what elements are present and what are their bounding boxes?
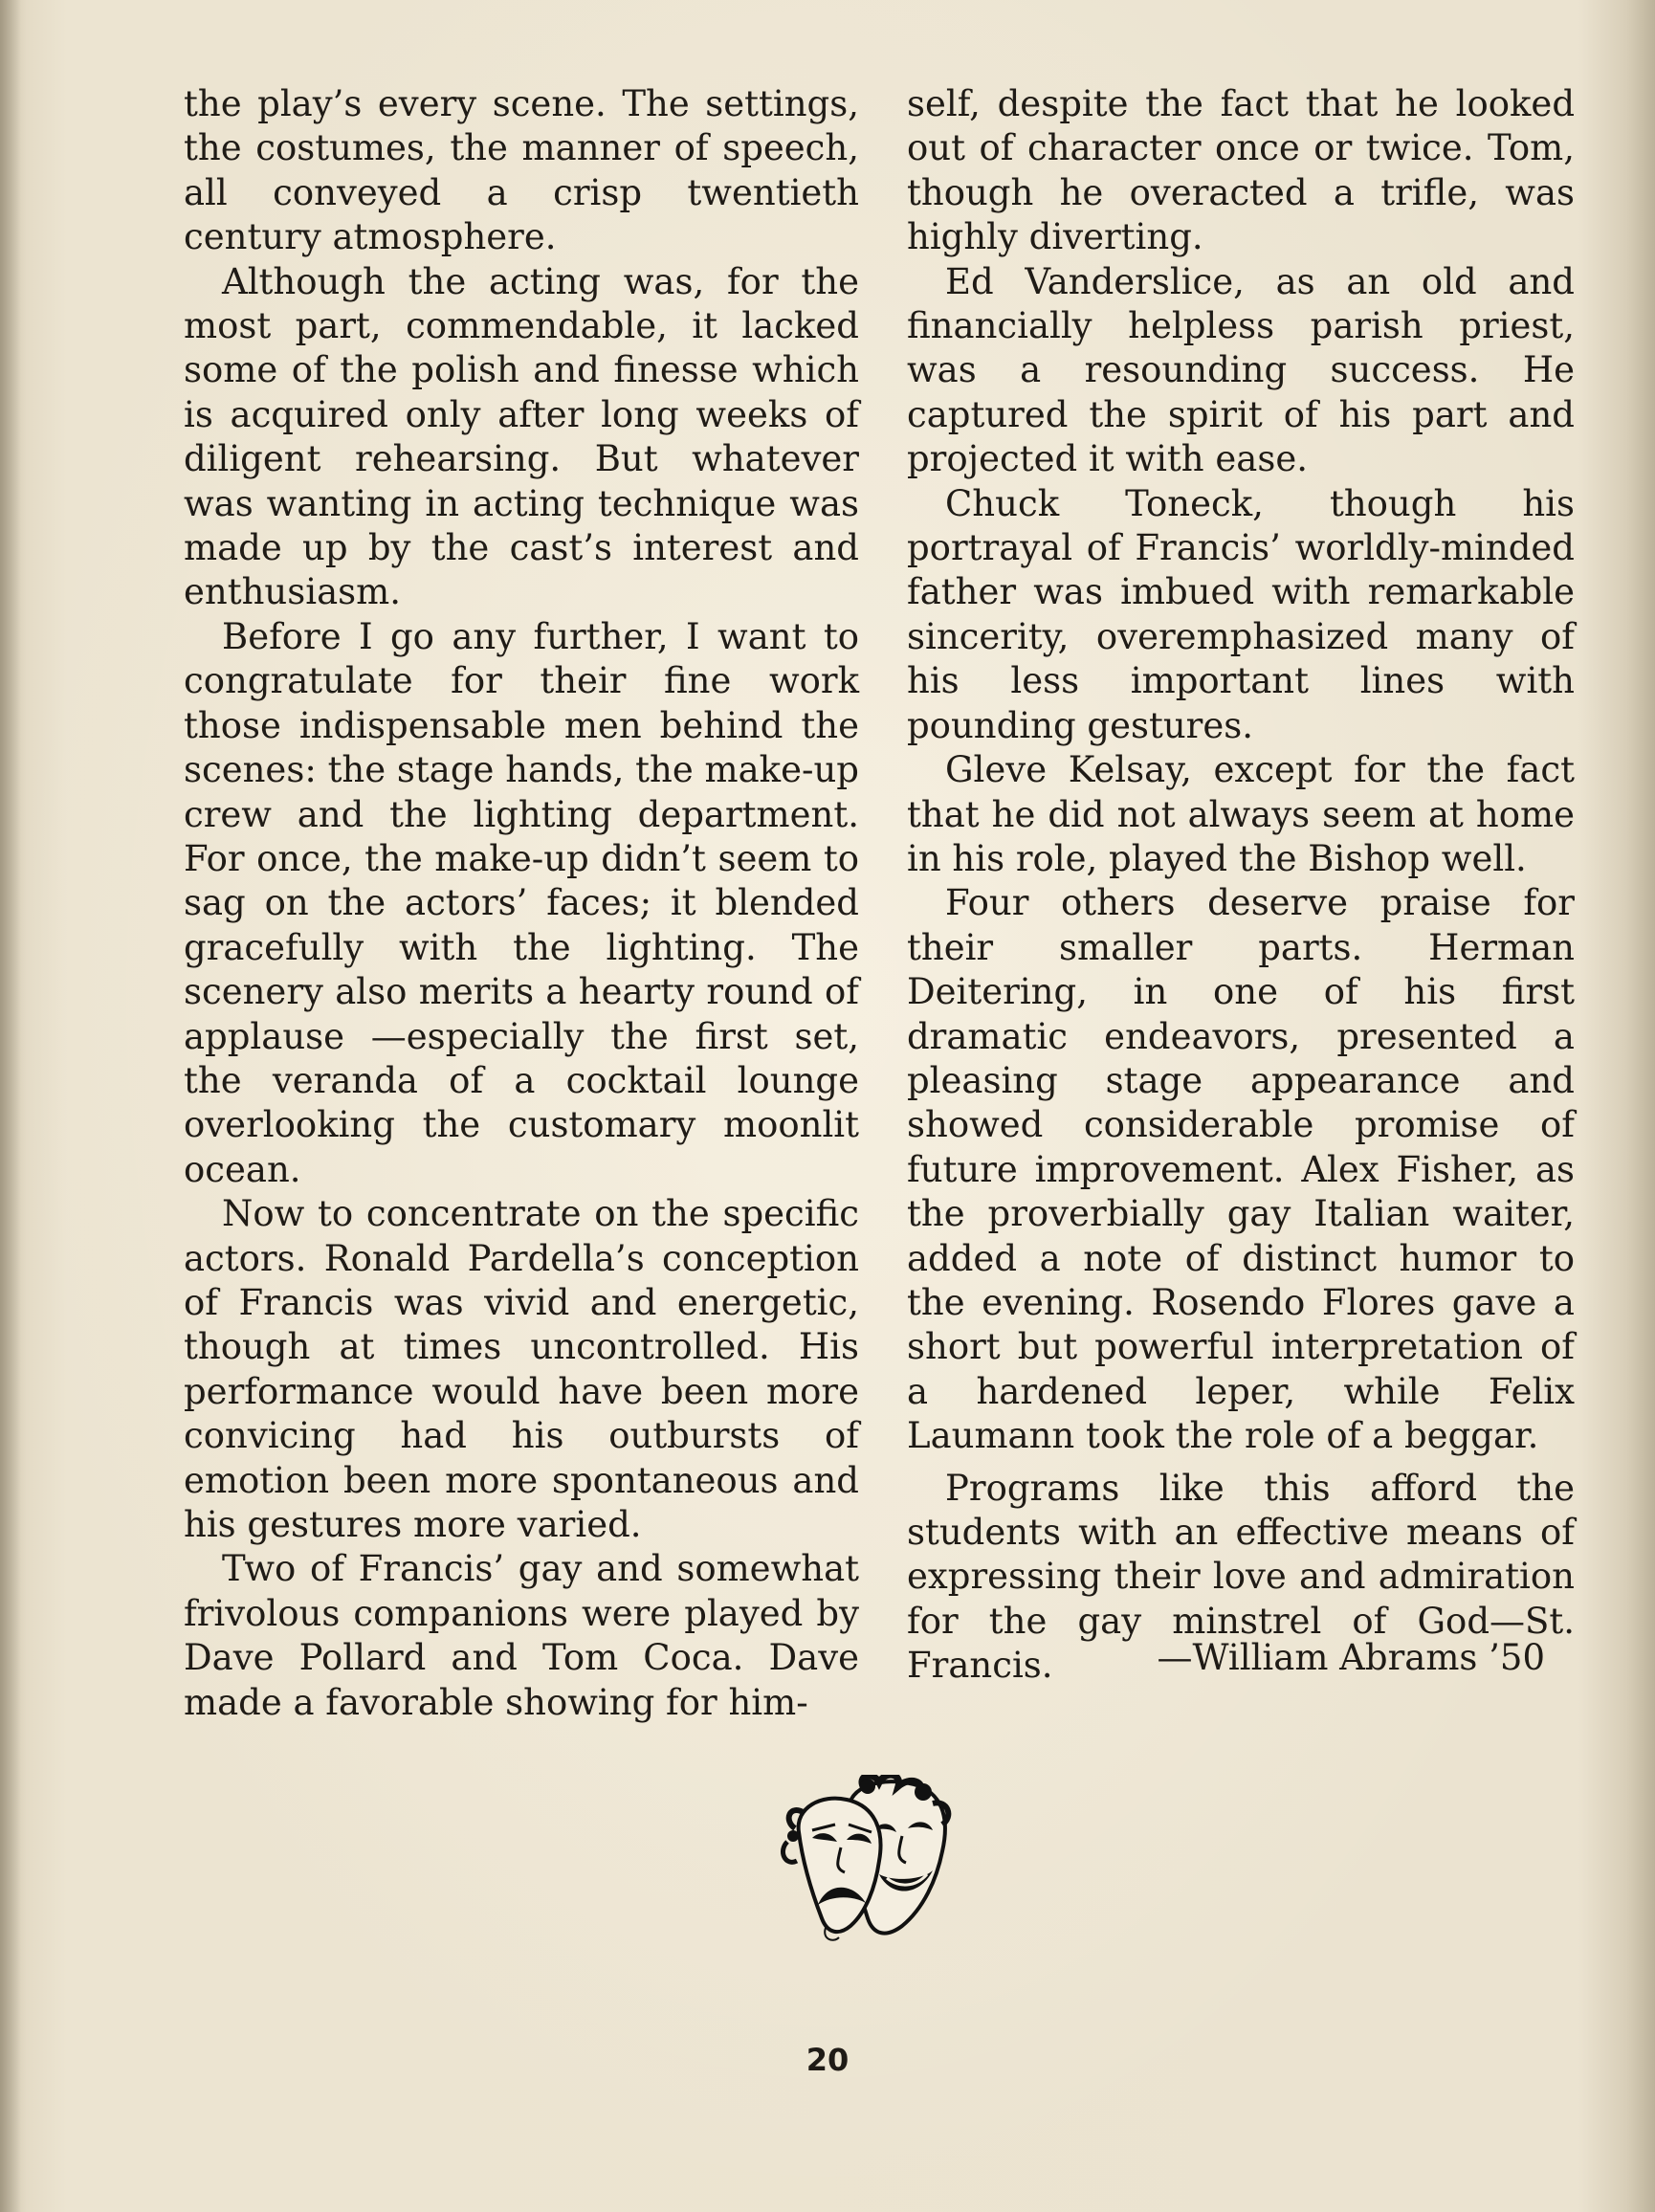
- paragraph: Although the acting was, for the most part, commendable, it lacked some of the polish and finesse which is acquired only after long weeks of diligent rehearsing. But whatever was wanting in acting technique was made up by the cast’s interest and enthusiasm.: [184, 260, 859, 613]
- left-column: [184, 82, 859, 1725]
- paragraph: Chuck Toneck, though his portrayal of Francis’ worldly-minded father was imbued with remarkable sincerity, overemphasized many of his less important lines with pounding gestures.: [907, 482, 1575, 746]
- author-signature: —William Abrams ’50: [1157, 1637, 1545, 1678]
- spine-shadow: [0, 0, 21, 2212]
- paragraph: Now to concentrate on the specific actors. Ronald Pardella’s conception of Francis was vivid and energetic, though at times uncontrolled. His performance would have been more convicing had his outbursts of emotion been more spontaneous and his gestures more varied.: [184, 1193, 859, 1545]
- paragraph: the play’s every scene. The settings, the costumes, the manner of speech, all conveyed a crisp twentieth century atmosphere.: [184, 83, 859, 258]
- paragraph: Gleve Kelsay, except for the fact that he did not always seem at home in his role, played the Bishop well.: [907, 749, 1575, 879]
- paragraph: Four others deserve praise for their smaller parts. Herman Deitering, in one of his first dramatic endeavors, presented a pleasing stage appearance and showed considerable promise of future improvement. Alex Fisher, as the proverbially gay Italian waiter, added a note of distinct humor to the evening. Rosendo Flores gave a short but powerful interpretation of a hardened leper, while Felix Laumann took the role of a beggar.: [907, 882, 1575, 1457]
- right-column: [907, 82, 1575, 1689]
- paragraph: Two of Francis’ gay and somewhat frivolous companions were played by Dave Pollard and Tom Coca. Dave made a favorable showing for him-: [184, 1548, 859, 1723]
- paragraph: Before I go any further, I want to congratulate for their fine work those indispensable men behind the scenes: the stage hands, the make-up crew and the lighting department. For once, the make-up didn’t seem to sag on the actors’ faces; it blended gracefully with the lighting. The scenery also merits a hearty round of applause —especially the first set, the veranda of a cocktail lounge overlooking the customary moonlit ocean.: [184, 615, 859, 1190]
- paragraph: Programs like this afford the students with an effective means of expressing their love and admiration for the gay minstrel of God—St. Francis.: [907, 1467, 1575, 1687]
- page-number: 20: [805, 2042, 850, 2078]
- paragraph: Ed Vanderslice, as an old and financially helpless parish priest, was a resounding success. He captured the spirit of his part and projected it with ease.: [907, 260, 1575, 480]
- paragraph: self, despite the fact that he looked out of character once or twice. Tom, though he overacted a trifle, was highly diverting.: [907, 83, 1575, 258]
- theater-masks-icon: [780, 1775, 961, 1947]
